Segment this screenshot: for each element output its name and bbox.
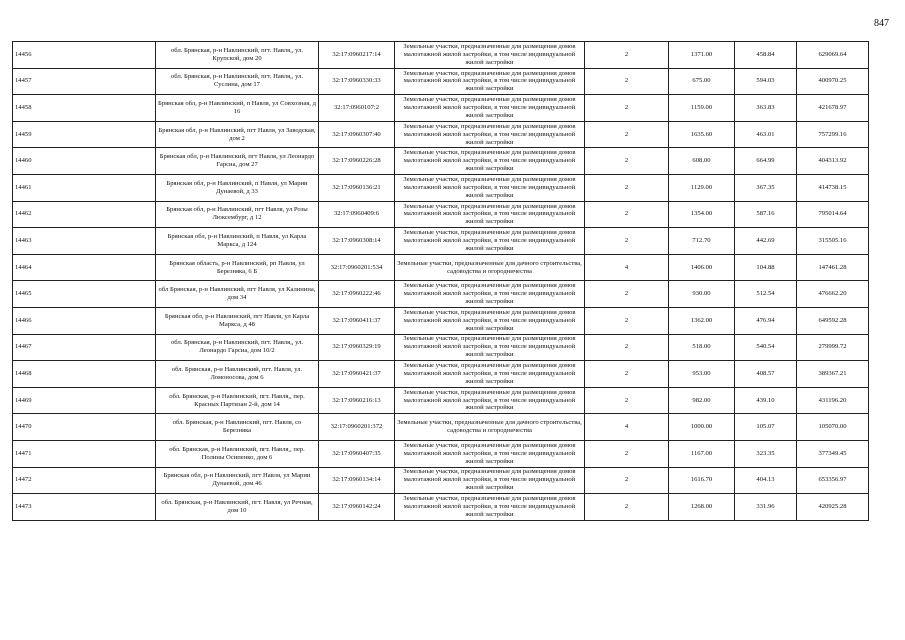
specific-value-cell: 105.07 [735, 414, 797, 441]
land-use-cell: Земельные участки, предназначенные для размещения домов малоэтажной жилой застройки, в том числе индивидуальной жилой застройки [395, 361, 585, 388]
address-cell: обл Брянская, р-н Навлинский, пгт Навля, ул Калинина, дом 34 [156, 281, 319, 308]
group-code-cell: 4 [585, 254, 669, 281]
record-number: 14463 [13, 228, 156, 255]
specific-value-cell: 439.10 [735, 387, 797, 414]
address-cell: Брянская обл, р-н Навлинский, п Навля, ул Совхозная, д 16 [156, 95, 319, 122]
specific-value-cell: 104.88 [735, 254, 797, 281]
group-code-cell: 2 [585, 174, 669, 201]
group-code-cell: 2 [585, 361, 669, 388]
table-row [13, 201, 869, 228]
area-cell: 518.00 [669, 334, 735, 361]
group-code-cell: 2 [585, 42, 669, 69]
table-row [13, 467, 869, 494]
address-cell: обл. Брянская, р-н Навлинский, пгт. Навля,, ул. Крупской, дом 20 [156, 42, 319, 69]
land-use-cell: Земельные участки, предназначенные для размещения домов малоэтажной жилой застройки, в том числе индивидуальной жилой застройки [395, 307, 585, 334]
address-cell: Брянская обл, р-н Навлинский, пгт Навля, ул Карла Маркса, д 48 [156, 307, 319, 334]
cadastral-value-cell: 105070.00 [797, 414, 869, 441]
group-code-cell: 2 [585, 201, 669, 228]
address-cell: обл. Брянская, р-н Навлинский, пгт. Навля,, ул. Леонардо Гарсиа, дом 10/2 [156, 334, 319, 361]
cadastral-number-cell: 32:17:0960142:24 [319, 494, 395, 521]
cadastral-value-cell: 377349.45 [797, 440, 869, 467]
group-code-cell: 2 [585, 228, 669, 255]
specific-value-cell: 363.83 [735, 95, 797, 122]
area-cell: 1159.00 [669, 95, 735, 122]
cadastral-number-cell: 32:17:0960421:37 [319, 361, 395, 388]
specific-value-cell: 476.94 [735, 307, 797, 334]
address-cell: обл. Брянская, р-н Навлинский, пгт. Навля, ул. Ломоносова, дом 6 [156, 361, 319, 388]
area-cell: 1354.00 [669, 201, 735, 228]
cadastral-number-cell: 32:17:0960409:6 [319, 201, 395, 228]
group-code-cell: 2 [585, 467, 669, 494]
cadastral-number-cell: 32:17:0960217:14 [319, 42, 395, 69]
address-cell: обл. Брянская, р-н Навлинский, пгт. Навля,, пер. Красных Партизан 2-й, дом 14 [156, 387, 319, 414]
land-use-cell: Земельные участки, предназначенные для размещения домов малоэтажной жилой застройки, в том числе индивидуальной жилой застройки [395, 467, 585, 494]
table-row [13, 281, 869, 308]
cadastral-number-cell: 32:17:0960308:14 [319, 228, 395, 255]
area-cell: 1406.00 [669, 254, 735, 281]
cadastral-number-cell: 32:17:0960407:35 [319, 440, 395, 467]
land-use-cell: Земельные участки, предназначенные для размещения домов малоэтажной жилой застройки, в том числе индивидуальной жилой застройки [395, 494, 585, 521]
address-cell: Брянская обл, р-н Навлинский, пгт Навля, ул Розы Люксембург, д 12 [156, 201, 319, 228]
specific-value-cell: 512.54 [735, 281, 797, 308]
land-use-cell: Земельные участки, предназначенные для размещения домов малоэтажной жилой застройки, в том числе индивидуальной жилой застройки [395, 387, 585, 414]
address-cell: Брянская обл, р-н Навлинский, пгт Навля, ул Марии Дунаевой, дом 46 [156, 467, 319, 494]
group-code-cell: 2 [585, 121, 669, 148]
address-cell: Брянская обл, р-н Навлинский, п Навля, ул Марии Дунаевой, д 33 [156, 174, 319, 201]
table-row [13, 174, 869, 201]
address-cell: обл. Брянская, р-н Навлинский, пгт. Навля, ул Речная, дом 10 [156, 494, 319, 521]
land-use-cell: Земельные участки, предназначенные для дачного строительства, садоводства и огородничества [395, 254, 585, 281]
table-row [13, 148, 869, 175]
record-number: 14469 [13, 387, 156, 414]
address-cell: Брянская область, р-н Навлинский, рп Навля, ул Березняка, 6 Б [156, 254, 319, 281]
specific-value-cell: 664.99 [735, 148, 797, 175]
area-cell: 982.00 [669, 387, 735, 414]
table-row [13, 42, 869, 69]
cadastral-value-cell: 431196.20 [797, 387, 869, 414]
record-number: 14465 [13, 281, 156, 308]
land-use-cell: Земельные участки, предназначенные для размещения домов малоэтажной жилой застройки, в том числе индивидуальной жилой застройки [395, 42, 585, 69]
table-row [13, 307, 869, 334]
area-cell: 1129.00 [669, 174, 735, 201]
table-row [13, 95, 869, 122]
area-cell: 712.70 [669, 228, 735, 255]
area-cell: 1000.00 [669, 414, 735, 441]
group-code-cell: 4 [585, 414, 669, 441]
cadastral-number-cell: 32:17:0960226:28 [319, 148, 395, 175]
cadastral-value-cell: 404313.92 [797, 148, 869, 175]
cadastral-value-cell: 649592.28 [797, 307, 869, 334]
specific-value-cell: 463.01 [735, 121, 797, 148]
area-cell: 1371.00 [669, 42, 735, 69]
land-use-cell: Земельные участки, предназначенные для размещения домов малоэтажной жилой застройки, в том числе индивидуальной жилой застройки [395, 121, 585, 148]
cadastral-value-cell: 629069.64 [797, 42, 869, 69]
record-number: 14472 [13, 467, 156, 494]
cadastral-number-cell: 32:17:0960330:33 [319, 68, 395, 95]
address-cell: Брянская обл, р-н Навлинский, п Навля, ул Карла Маркса, д 124 [156, 228, 319, 255]
group-code-cell: 2 [585, 148, 669, 175]
table-body [13, 42, 869, 521]
table-row [13, 334, 869, 361]
address-cell: Брянская обл, р-н Навлинский, пгт Навля, ул Заводская, дом 2 [156, 121, 319, 148]
land-use-cell: Земельные участки, предназначенные для размещения домов малоэтажной жилой застройки, в том числе индивидуальной жилой застройки [395, 281, 585, 308]
group-code-cell: 2 [585, 307, 669, 334]
cadastral-value-cell: 795014.64 [797, 201, 869, 228]
record-number: 14456 [13, 42, 156, 69]
record-number: 14457 [13, 68, 156, 95]
table-row [13, 121, 869, 148]
group-code-cell: 2 [585, 68, 669, 95]
cadastral-number-cell: 32:17:0960411:37 [319, 307, 395, 334]
cadastral-number-cell: 32:17:0960216:13 [319, 387, 395, 414]
group-code-cell: 2 [585, 440, 669, 467]
land-use-cell: Земельные участки, предназначенные для размещения домов малоэтажной жилой застройки, в том числе индивидуальной жилой застройки [395, 440, 585, 467]
land-use-cell: Земельные участки, предназначенные для размещения домов малоэтажной жилой застройки, в том числе индивидуальной жилой застройки [395, 148, 585, 175]
land-use-cell: Земельные участки, предназначенные для размещения домов малоэтажной жилой застройки, в том числе индивидуальной жилой застройки [395, 68, 585, 95]
group-code-cell: 2 [585, 494, 669, 521]
land-use-cell: Земельные участки, предназначенные для размещения домов малоэтажной жилой застройки, в том числе индивидуальной жилой застройки [395, 174, 585, 201]
specific-value-cell: 367.35 [735, 174, 797, 201]
area-cell: 675.00 [669, 68, 735, 95]
address-cell: Брянская обл, р-н Навлинский, пгт Навля, ул Леонардо Гарсиа, дом 27 [156, 148, 319, 175]
table-row [13, 387, 869, 414]
land-use-cell: Земельные участки, предназначенные для размещения домов малоэтажной жилой застройки, в том числе индивидуальной жилой застройки [395, 95, 585, 122]
table-row [13, 254, 869, 281]
cadastral-value-cell: 389367.21 [797, 361, 869, 388]
specific-value-cell: 458.84 [735, 42, 797, 69]
address-cell: обл. Брянская, р-н Навлинский, пгт. Навля, со Березняка [156, 414, 319, 441]
cadastral-value-cell: 420925.28 [797, 494, 869, 521]
cadastral-number-cell: 32:17:0960107:2 [319, 95, 395, 122]
page-number: 847 [874, 18, 889, 29]
record-number: 14468 [13, 361, 156, 388]
cadastral-value-cell: 757299.16 [797, 121, 869, 148]
cadastral-number-cell: 32:17:0960307:40 [319, 121, 395, 148]
specific-value-cell: 323.35 [735, 440, 797, 467]
area-cell: 1616.70 [669, 467, 735, 494]
specific-value-cell: 442.69 [735, 228, 797, 255]
cadastral-value-cell: 414738.15 [797, 174, 869, 201]
cadastral-value-cell: 315505.16 [797, 228, 869, 255]
record-number: 14461 [13, 174, 156, 201]
land-use-cell: Земельные участки, предназначенные для размещения домов малоэтажной жилой застройки, в том числе индивидуальной жилой застройки [395, 201, 585, 228]
cadastral-value-cell: 421678.97 [797, 95, 869, 122]
specific-value-cell: 594.03 [735, 68, 797, 95]
table-row [13, 228, 869, 255]
area-cell: 1362.00 [669, 307, 735, 334]
record-number: 14458 [13, 95, 156, 122]
specific-value-cell: 331.96 [735, 494, 797, 521]
table-row [13, 440, 869, 467]
group-code-cell: 2 [585, 387, 669, 414]
record-number: 14460 [13, 148, 156, 175]
record-number: 14462 [13, 201, 156, 228]
record-number: 14471 [13, 440, 156, 467]
group-code-cell: 2 [585, 281, 669, 308]
record-number: 14459 [13, 121, 156, 148]
table-row [13, 68, 869, 95]
cadastral-number-cell: 32:17:0960201:372 [319, 414, 395, 441]
record-number: 14466 [13, 307, 156, 334]
specific-value-cell: 587.16 [735, 201, 797, 228]
specific-value-cell: 408.57 [735, 361, 797, 388]
record-number: 14473 [13, 494, 156, 521]
cadastral-number-cell: 32:17:0960201:534 [319, 254, 395, 281]
cadastral-value-cell: 400970.25 [797, 68, 869, 95]
table-row [13, 361, 869, 388]
cadastral-value-table [12, 41, 869, 521]
area-cell: 930.00 [669, 281, 735, 308]
specific-value-cell: 540.54 [735, 334, 797, 361]
table-row [13, 414, 869, 441]
group-code-cell: 2 [585, 334, 669, 361]
record-number: 14464 [13, 254, 156, 281]
land-use-cell: Земельные участки, предназначенные для дачного строительства, садоводства и огородничества [395, 414, 585, 441]
group-code-cell: 2 [585, 95, 669, 122]
cadastral-number-cell: 32:17:0960134:14 [319, 467, 395, 494]
land-use-cell: Земельные участки, предназначенные для размещения домов малоэтажной жилой застройки, в том числе индивидуальной жилой застройки [395, 334, 585, 361]
cadastral-number-cell: 32:17:0960329:19 [319, 334, 395, 361]
cadastral-number-cell: 32:17:0960136:21 [319, 174, 395, 201]
table-row [13, 494, 869, 521]
area-cell: 953.00 [669, 361, 735, 388]
cadastral-number-cell: 32:17:0960222:46 [319, 281, 395, 308]
address-cell: обл. Брянская, р-н Навлинский, пгт. Навля,, ул. Суслина, дом 17 [156, 68, 319, 95]
cadastral-value-cell: 147461.28 [797, 254, 869, 281]
cadastral-value-cell: 476662.20 [797, 281, 869, 308]
cadastral-value-cell: 279999.72 [797, 334, 869, 361]
area-cell: 1635.60 [669, 121, 735, 148]
area-cell: 608.00 [669, 148, 735, 175]
land-use-cell: Земельные участки, предназначенные для размещения домов малоэтажной жилой застройки, в том числе индивидуальной жилой застройки [395, 228, 585, 255]
specific-value-cell: 404.13 [735, 467, 797, 494]
cadastral-value-cell: 653356.97 [797, 467, 869, 494]
address-cell: обл. Брянская, р-н Навлинский, пгт. Навля,, пер. Полины Осипенко, дом 6 [156, 440, 319, 467]
area-cell: 1268.00 [669, 494, 735, 521]
record-number: 14467 [13, 334, 156, 361]
record-number: 14470 [13, 414, 156, 441]
area-cell: 1167.00 [669, 440, 735, 467]
